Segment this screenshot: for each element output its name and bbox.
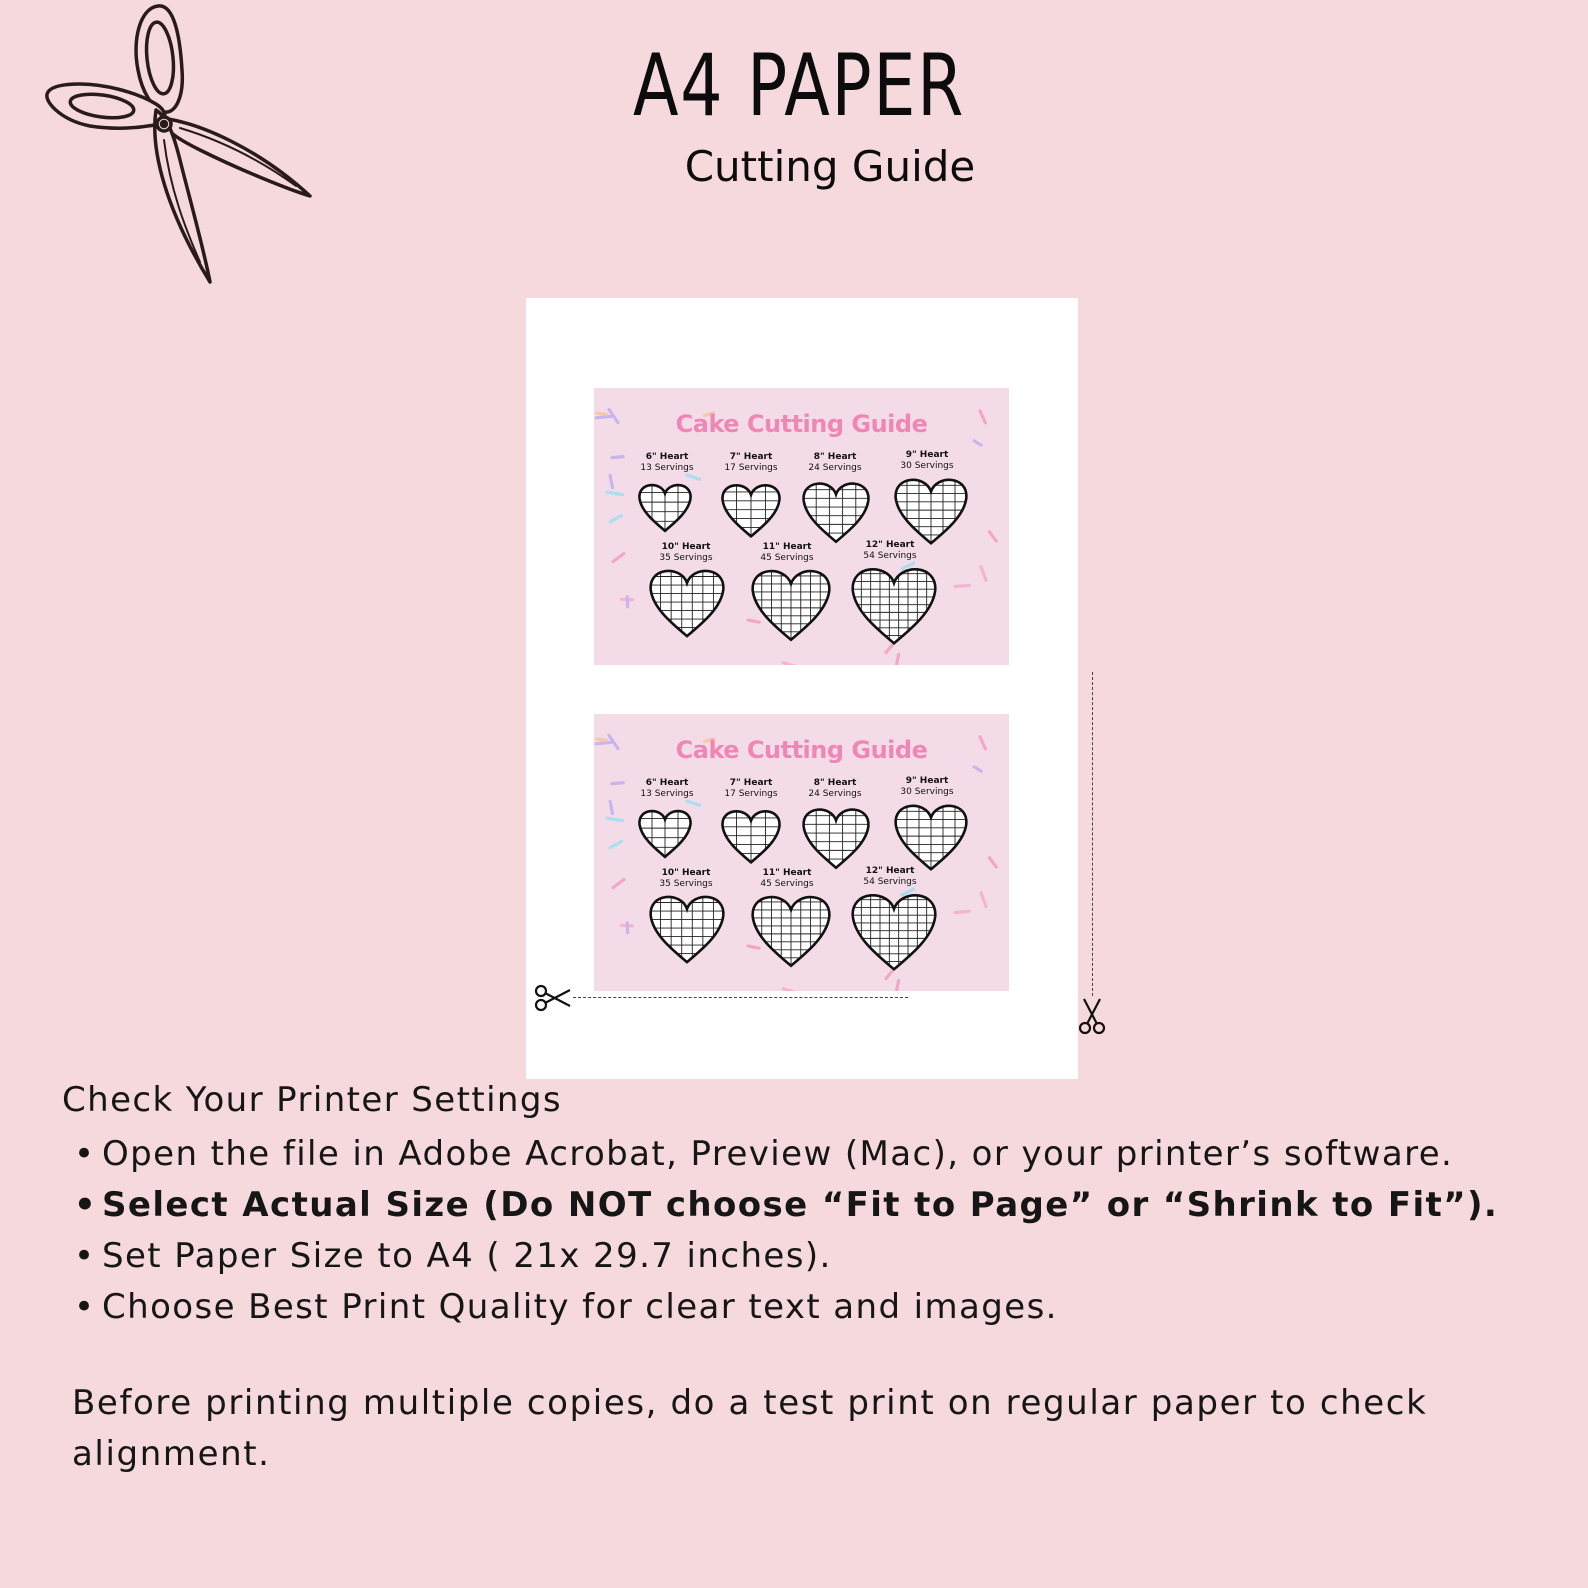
size-label bbox=[785, 452, 885, 474]
sprinkle bbox=[981, 893, 986, 907]
horizontal-cut-line bbox=[573, 997, 908, 998]
card-title: Cake Cutting Guide bbox=[675, 736, 928, 764]
sprinkle bbox=[613, 880, 624, 888]
heart-cake-diagram bbox=[648, 566, 726, 638]
size-servings: 45 Servings bbox=[760, 879, 814, 889]
page-subtitle: Cutting Guide bbox=[684, 142, 976, 191]
sprinkle bbox=[981, 567, 986, 581]
size-servings: 30 Servings bbox=[900, 787, 954, 797]
size-name: 12" Heart bbox=[865, 540, 915, 550]
heart-cake-diagram bbox=[801, 805, 871, 870]
size-servings: 54 Servings bbox=[863, 877, 917, 887]
size-label bbox=[840, 540, 940, 562]
heart-cake-diagram bbox=[893, 801, 969, 871]
heart-cake-diagram bbox=[720, 807, 782, 864]
page-title: A4 PAPER bbox=[633, 36, 966, 136]
size-label bbox=[737, 542, 837, 564]
sprinkle bbox=[613, 554, 624, 562]
size-servings: 13 Servings bbox=[640, 463, 694, 473]
sprinkle bbox=[886, 645, 892, 652]
instruction-item bbox=[74, 1231, 1562, 1282]
size-servings: 17 Servings bbox=[724, 463, 778, 473]
vertical-cut-line bbox=[1092, 672, 1093, 996]
size-servings: 24 Servings bbox=[808, 789, 862, 799]
sprinkle bbox=[955, 911, 969, 912]
heart-cake-diagram bbox=[637, 807, 693, 859]
sprinkle bbox=[902, 889, 914, 895]
size-label bbox=[877, 776, 977, 798]
sprinkle bbox=[687, 801, 699, 805]
instructions-list bbox=[62, 1129, 1562, 1333]
sprinkle bbox=[886, 971, 892, 978]
size-name: 7" Heart bbox=[729, 452, 773, 462]
size-name: 7" Heart bbox=[729, 778, 773, 788]
cake-cutting-card bbox=[594, 714, 1009, 991]
sprinkle bbox=[687, 475, 699, 479]
heart-cake-diagram bbox=[720, 481, 782, 538]
size-name: 6" Heart bbox=[645, 452, 689, 462]
instruction-item bbox=[74, 1129, 1562, 1180]
instructions-heading: Check Your Printer Settings bbox=[62, 1080, 562, 1120]
bullet: • bbox=[74, 1134, 96, 1174]
sprinkle bbox=[610, 801, 612, 813]
card-title: Cake Cutting Guide bbox=[675, 410, 928, 438]
sprinkle bbox=[989, 532, 996, 541]
sprinkle bbox=[989, 858, 996, 867]
scissors-cut-icon bbox=[1078, 997, 1106, 1035]
size-label bbox=[737, 868, 837, 890]
sprinkle bbox=[974, 441, 981, 445]
size-label bbox=[636, 868, 736, 890]
heart-cake-diagram bbox=[850, 890, 938, 971]
size-servings: 54 Servings bbox=[863, 551, 917, 561]
size-servings: 30 Servings bbox=[900, 461, 954, 471]
cake-cutting-card bbox=[594, 388, 1009, 665]
size-name: 6" Heart bbox=[645, 778, 689, 788]
size-name: 8" Heart bbox=[813, 778, 857, 788]
size-name: 11" Heart bbox=[762, 542, 812, 552]
heart-cake-diagram bbox=[893, 475, 969, 545]
bullet: • bbox=[74, 1236, 96, 1276]
scissors-cut-icon bbox=[534, 984, 572, 1012]
heart-cake-diagram bbox=[801, 479, 871, 544]
heart-cake-diagram bbox=[750, 566, 832, 642]
bullet: • bbox=[74, 1287, 96, 1327]
instruction-text: Open the file in Adobe Acrobat, Preview (Mac), or your printer’s software. bbox=[102, 1134, 1454, 1174]
size-servings: 45 Servings bbox=[760, 553, 814, 563]
sprinkle bbox=[897, 654, 899, 664]
sprinkle bbox=[610, 515, 621, 521]
sprinkle bbox=[748, 946, 759, 948]
size-name: 8" Heart bbox=[813, 452, 857, 462]
size-name: 9" Heart bbox=[905, 776, 949, 786]
sprinkle bbox=[748, 620, 759, 622]
printer-instructions bbox=[62, 1078, 1562, 1333]
heart-cake-diagram bbox=[637, 481, 693, 533]
size-name: 9" Heart bbox=[905, 450, 949, 460]
size-servings: 13 Servings bbox=[640, 789, 694, 799]
size-name: 11" Heart bbox=[762, 868, 812, 878]
sprinkle bbox=[897, 980, 899, 990]
heart-cake-diagram bbox=[648, 892, 726, 964]
instruction-text: Set Paper Size to A4 ( 21x 29.7 inches). bbox=[102, 1236, 832, 1276]
size-servings: 24 Servings bbox=[808, 463, 862, 473]
size-name: 10" Heart bbox=[661, 868, 711, 878]
heart-cake-diagram bbox=[850, 564, 938, 645]
instruction-item bbox=[74, 1180, 1562, 1231]
sprinkle bbox=[607, 492, 622, 494]
size-name: 12" Heart bbox=[865, 866, 915, 876]
sprinkle bbox=[955, 585, 969, 586]
sprinkle bbox=[974, 767, 981, 771]
size-label bbox=[636, 542, 736, 564]
sprinkle bbox=[902, 563, 914, 569]
instruction-item bbox=[74, 1282, 1562, 1333]
sprinkle bbox=[607, 818, 622, 820]
bullet: • bbox=[74, 1185, 98, 1225]
size-label bbox=[877, 450, 977, 472]
size-servings: 35 Servings bbox=[659, 553, 713, 563]
sprinkle bbox=[783, 663, 797, 665]
sprinkle bbox=[783, 989, 797, 991]
size-label bbox=[840, 866, 940, 888]
sprinkle bbox=[610, 475, 612, 487]
size-servings: 35 Servings bbox=[659, 879, 713, 889]
heart-cake-diagram bbox=[750, 892, 832, 968]
sprinkle bbox=[610, 841, 621, 847]
instruction-text: Select Actual Size (Do NOT choose “Fit to Page” or “Shrink to Fit”). bbox=[102, 1185, 1499, 1225]
a4-paper-preview bbox=[526, 298, 1078, 1079]
test-print-note: Before printing multiple copies, do a test print on regular paper to check alignment. bbox=[72, 1383, 1428, 1474]
instruction-text: Choose Best Print Quality for clear text and images. bbox=[102, 1287, 1058, 1327]
size-label bbox=[785, 778, 885, 800]
size-servings: 17 Servings bbox=[724, 789, 778, 799]
size-name: 10" Heart bbox=[661, 542, 711, 552]
